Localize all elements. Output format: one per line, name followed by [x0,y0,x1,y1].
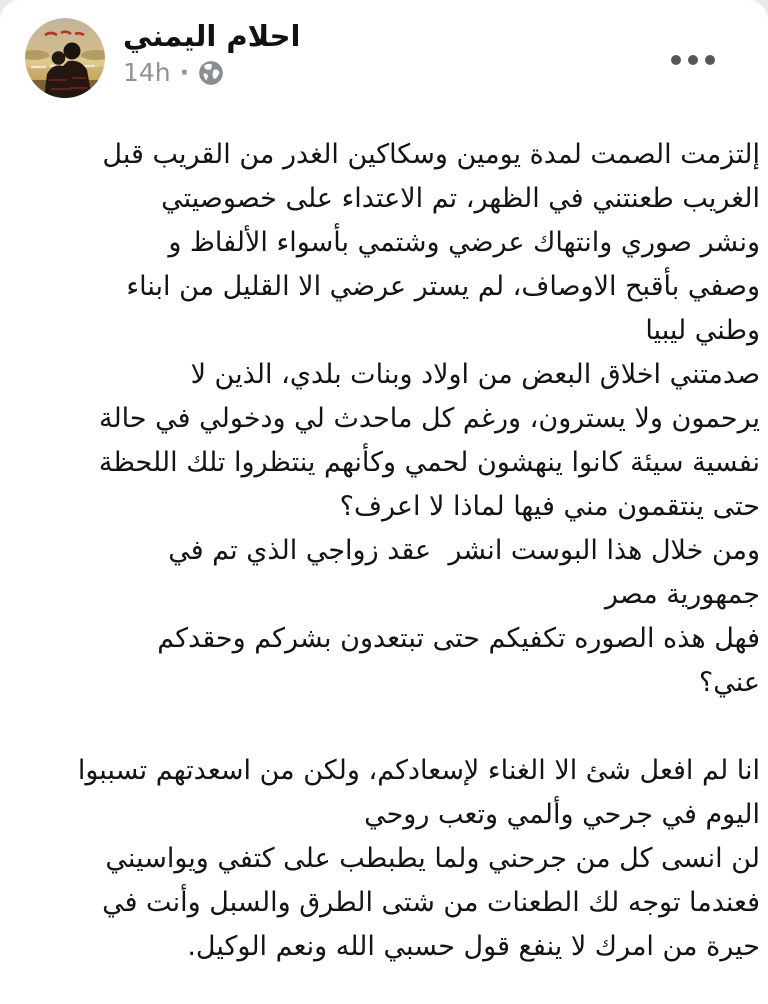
avatar[interactable] [25,18,105,98]
post-text-line: إلتزمت الصمت لمدة يومين وسكاكين الغدر من القريب قبل [102,139,760,170]
post-meta [123,59,301,87]
profile-photo-couple-desert [25,18,105,98]
post-text-line: نفسية سيئة كانوا ينهشون لحمي وكأنهم ينتظروا تلك اللحظة [98,447,760,478]
post-text-line: انا لم افعل شئ الا الغناء لإسعادكم، ولكن من اسعدتهم تسببوا [77,755,760,786]
post-text-line: فهل هذه الصوره تكفيكم حتى تبتعدون بشركم وحقدكم [157,623,760,654]
post-text-line: لن انسى كل من جرحني ولما يطبطب على كتفي ويواسيني [105,843,760,874]
globe-public-icon [198,60,224,86]
three-dots-menu-icon [705,55,715,65]
timestamp[interactable]: 14h [123,58,171,87]
post-menu-button[interactable] [667,51,719,69]
post-header [25,18,743,100]
meta-separator: · [179,58,190,87]
post-text-line: حيرة من امرك لا ينفع قول حسبي الله ونعم الوكيل. [187,931,760,962]
profile-name[interactable]: احلام اليمني [123,19,301,53]
post-text-line: ونشر صوري وانتهاك عرضي وشتمي بأسواء الألفاظ و [168,227,760,258]
post-text-line: وصفي بأقبح الاوصاف، لم يستر عرضي الا القليل من ابناء [126,271,760,302]
post-text-line: وطني ليبيا [645,315,760,346]
post-text-line [8,705,760,749]
post-text-line: صدمتني اخلاق البعض من اولاد وبنات بلدي، الذين لا [190,359,760,390]
post-text-line: فعندما توجه لك الطعنات من شتى الطرق والسبل وأنت في [102,887,760,918]
post-text [8,133,760,969]
post-text-line: اليوم في جرحي وألمي وتعب روحي [364,799,760,830]
post-text-line: حتى ينتقمون مني فيها لماذا لا اعرف؟ [339,491,760,522]
post-text-line: ومن خلال هذا البوست انشر عقد زواجي الذي تم في [168,535,760,566]
post-text-line: يرحمون ولا يسترون، ورغم كل ماحدث لي ودخولي في حالة [98,403,760,434]
post-text-line: عني؟ [698,667,760,698]
header-info [123,18,301,87]
post-text-line: الغريب طعنتني في الظهر، تم الاعتداء على خصوصيتي [161,183,760,214]
post-text-line: جمهورية مصر [604,579,760,610]
three-dots-menu-icon [688,55,698,65]
three-dots-menu-icon [671,55,681,65]
